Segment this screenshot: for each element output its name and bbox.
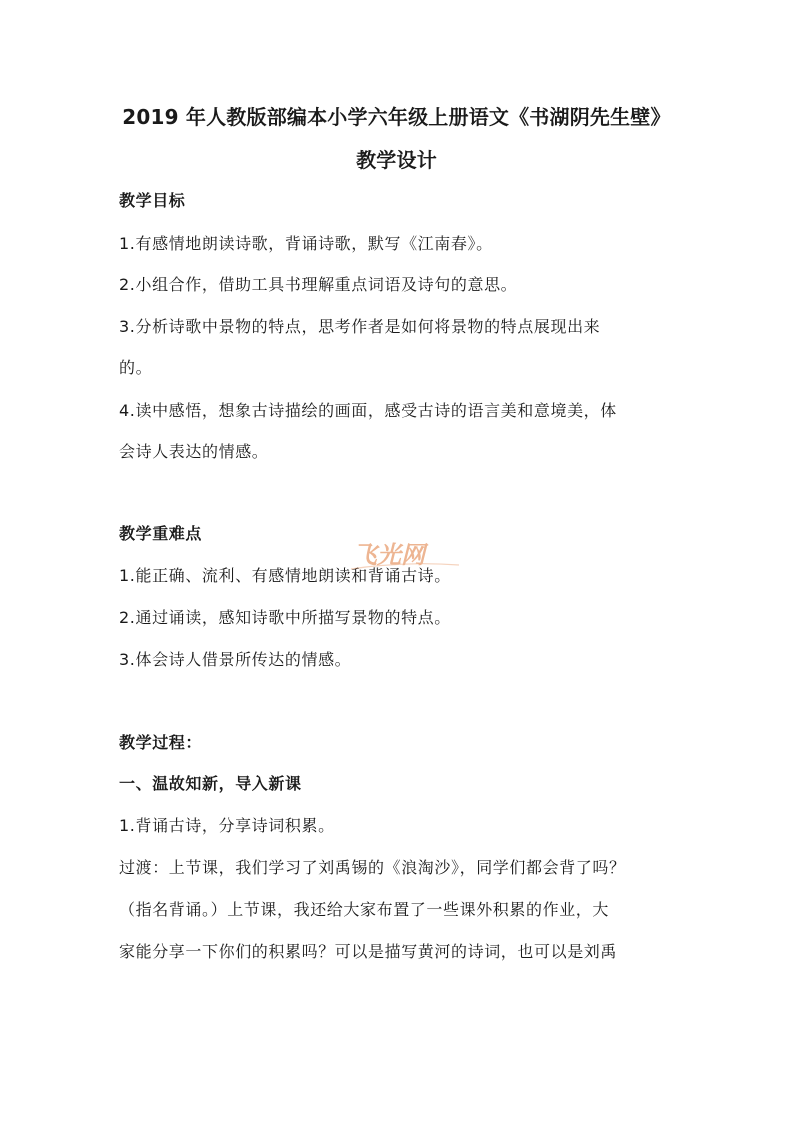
objectives-heading: 教学目标 [119,191,186,210]
key-point-item: 3.体会诗人借景所传达的情感。 [119,650,352,669]
process-line: 过渡：上节课，我们学习了刘禹锡的《浪淘沙》，同学们都会背了吗？ [119,858,626,877]
objective-item: 1.有感情地朗读诗歌，背诵诗歌，默写《江南春》。 [119,234,493,253]
watermark-text: 飞光网 [353,541,425,569]
key-point-item: 2.通过诵读，感知诗歌中所描写景物的特点。 [119,608,451,627]
objective-item: 3.分析诗歌中景物的特点，思考作者是如何将景物的特点展现出来 [119,317,601,336]
document-title-line2: 教学设计 [356,148,437,172]
objective-item-continuation: 的。 [119,358,153,377]
objective-item: 2.小组合作，借助工具书理解重点词语及诗句的意思。 [119,275,518,294]
process-heading: 教学过程： [119,733,203,752]
watermark-logo [345,535,465,575]
objective-item: 4.读中感悟，想象古诗描绘的画面，感受古诗的语言美和意境美，体 [119,401,617,420]
process-line: 家能分享一下你们的积累吗？可以是描写黄河的诗词，也可以是刘禹 [119,942,618,961]
key-point-item: 1.能正确、流利、有感情地朗读和背诵古诗。 [119,566,451,585]
process-line: 1.背诵古诗，分享诗词积累。 [119,816,335,835]
process-section-heading: 一、温故知新，导入新课 [119,774,302,793]
document-title-line1: 2019 年人教版部编本小学六年级上册语文《书湖阴先生壁》 [122,105,671,129]
process-line: （指名背诵。）上节课，我还给大家布置了一些课外积累的作业，大 [119,900,610,919]
key-points-heading: 教学重难点 [119,524,203,543]
objective-item-continuation: 会诗人表达的情感。 [119,442,269,461]
